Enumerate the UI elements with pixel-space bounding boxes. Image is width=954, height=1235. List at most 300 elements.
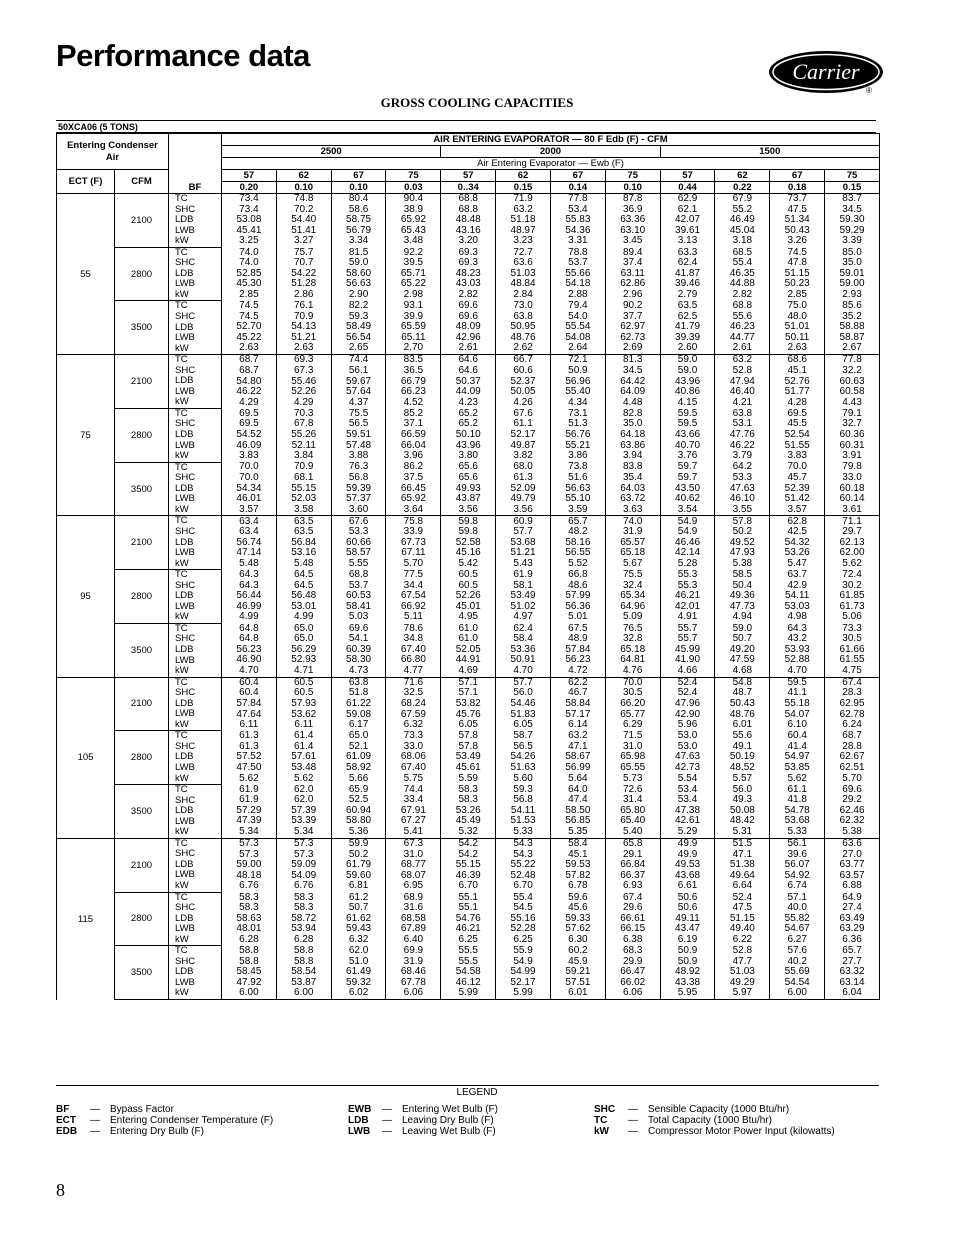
cell-value: 48.0 [787, 310, 807, 322]
cell-value: 70.9 [294, 310, 314, 322]
cell-value: 65.57 [620, 536, 646, 548]
cell-value: 57.84 [565, 643, 591, 655]
cell-value: 61.66 [839, 643, 865, 655]
cell-value: 54.92 [784, 869, 810, 881]
cell-value: 3.31 [568, 235, 588, 247]
cell-value: 65.0 [348, 730, 369, 742]
row-labels [169, 731, 222, 785]
data-cell [496, 838, 551, 892]
row-labels [169, 892, 222, 946]
row-label: SHC [175, 418, 196, 430]
cell-value: 47.96 [675, 697, 701, 709]
data-cell [660, 301, 715, 355]
legend-abbr: EDB [56, 1126, 78, 1137]
cell-value: 75.0 [787, 300, 807, 312]
cell-value: 60.39 [346, 643, 372, 655]
cell-value: 62.67 [839, 751, 865, 763]
cell-value: 65.22 [400, 278, 426, 290]
row-labels [169, 785, 222, 839]
cell-value: 64.8 [239, 622, 259, 634]
ect-value: 95 [57, 516, 115, 677]
cell-value: 53.0 [677, 730, 698, 742]
cell-value: 59.7 [677, 471, 698, 483]
cell-value: 5.01 [568, 611, 588, 623]
cell-value: 59.21 [565, 966, 591, 978]
data-cell [386, 838, 441, 892]
legend-item [594, 1126, 835, 1137]
cell-value: 27.0 [842, 848, 862, 860]
cell-value: 59.3 [348, 310, 369, 322]
cell-value: 50.9 [677, 945, 698, 957]
cell-value: 67.5 [568, 622, 588, 634]
cell-value: 64.3 [787, 622, 807, 634]
cell-value: 31.9 [403, 955, 424, 967]
row-label: TC [175, 945, 188, 957]
cell-value: 31.4 [622, 794, 643, 806]
cell-value: 44.91 [455, 654, 481, 666]
cell-value: 64.6 [458, 365, 478, 376]
row-label: SHC [175, 848, 196, 860]
cell-value: 60.36 [839, 429, 865, 441]
data-cell [496, 892, 551, 946]
cell-value: 65.7 [568, 515, 588, 527]
row-labels [169, 677, 222, 731]
cell-value: 63.32 [839, 966, 865, 978]
legend-text: Leaving Wet Bulb (F) [402, 1126, 496, 1137]
ewb-value-header: 57 [222, 170, 277, 182]
data-cell [660, 355, 715, 409]
cell-value: 45.04 [729, 224, 755, 236]
cell-value: 4.23 [458, 396, 478, 408]
cell-value: 61.4 [294, 740, 314, 752]
cell-value: 65.40 [620, 815, 646, 827]
row-label: LWB [175, 815, 195, 827]
cell-value: 4.43 [842, 396, 862, 408]
row-label: kW [175, 987, 189, 999]
table-row [57, 785, 880, 839]
cell-value: 5.57 [732, 772, 753, 784]
cell-value: 3.88 [348, 450, 369, 462]
cell-value: 58.3 [294, 891, 314, 903]
cell-value: 58.72 [291, 912, 317, 924]
cell-value: 68.8 [348, 569, 369, 581]
cell-value: 70.2 [294, 203, 314, 215]
data-cell [550, 462, 605, 516]
cell-value: 3.57 [239, 503, 259, 515]
data-cell [441, 570, 496, 624]
ewb-value-header: 57 [660, 170, 715, 182]
legend-dash: — [382, 1126, 392, 1137]
cell-value: 51.21 [510, 547, 536, 559]
row-label: LWB [175, 869, 195, 881]
cell-value: 6.28 [294, 933, 314, 945]
legend-column-3 [594, 1104, 835, 1137]
data-cell [276, 194, 331, 248]
cell-value: 78.8 [568, 246, 588, 258]
data-cell [715, 785, 770, 839]
cell-value: 62.5 [677, 310, 698, 322]
cell-value: 63.4 [239, 526, 259, 538]
cell-value: 65.9 [348, 783, 369, 795]
row-label: kW [175, 503, 189, 515]
cell-value: 56.0 [732, 783, 753, 795]
cell-value: 45.22 [236, 331, 262, 343]
data-cell [276, 838, 331, 892]
cell-value: 3.96 [403, 450, 424, 462]
cell-value: 68.8 [458, 203, 478, 215]
cell-value: 53.4 [677, 783, 698, 795]
entering-condenser-air-header: Entering Condenser Air [57, 134, 169, 170]
cell-value: 68.6 [787, 354, 807, 366]
cell-value: 3.94 [622, 450, 643, 462]
cell-value: 66.59 [400, 429, 426, 441]
cell-value: 73.1 [568, 407, 588, 419]
cell-value: 6.05 [458, 719, 478, 731]
cell-value: 70.0 [239, 471, 259, 483]
cell-value: 55.40 [565, 386, 591, 398]
cell-value: 3.18 [732, 235, 753, 247]
cell-value: 6.81 [348, 880, 369, 892]
cell-value: 57.7 [513, 526, 533, 538]
cell-value: 58.49 [346, 321, 372, 333]
row-label: LDB [175, 697, 194, 709]
cell-value: 63.77 [839, 859, 865, 871]
cell-value: 39.61 [675, 224, 701, 236]
cell-value: 5.34 [239, 826, 259, 838]
table-row [57, 247, 880, 301]
row-label: LWB [175, 654, 195, 666]
cell-value: 58.3 [239, 902, 259, 914]
cell-value: 45.9 [568, 955, 588, 967]
cell-value: 5.52 [568, 557, 588, 569]
cell-value: 54.46 [510, 697, 536, 709]
cell-value: 4.21 [732, 396, 753, 408]
cell-value: 65.71 [400, 267, 426, 279]
cell-value: 65.92 [400, 214, 426, 226]
row-label: LWB [175, 224, 195, 236]
data-cell [276, 408, 331, 462]
cell-value: 54.09 [291, 869, 317, 881]
data-cell [715, 731, 770, 785]
cell-value: 68.0 [513, 461, 533, 473]
cell-value: 2.65 [348, 342, 369, 354]
cell-value: 6.25 [458, 933, 478, 945]
ect-value: 75 [57, 355, 115, 516]
cell-value: 56.99 [565, 761, 591, 773]
data-cell [496, 462, 551, 516]
cell-value: 4.34 [568, 396, 588, 408]
cell-value: 3.23 [513, 235, 533, 247]
cell-value: 56.36 [565, 600, 591, 612]
page-number: 8 [56, 1180, 65, 1200]
ect-header: ECT (F) [57, 170, 115, 194]
row-label: SHC [175, 955, 196, 967]
cell-value: 34.8 [403, 633, 424, 645]
data-cell [276, 731, 331, 785]
data-cell [660, 462, 715, 516]
cell-value: 50.4 [732, 579, 753, 591]
legend-title: LEGEND [456, 1087, 498, 1098]
cell-value: 77.8 [568, 193, 588, 205]
cell-value: 47.1 [568, 740, 588, 752]
cell-value: 67.73 [400, 536, 426, 548]
cell-value: 74.5 [787, 246, 807, 258]
cell-value: 32.5 [403, 687, 424, 699]
cell-value: 51.77 [784, 386, 810, 398]
cell-value: 62.46 [839, 804, 865, 816]
cell-value: 65.80 [620, 804, 646, 816]
data-cell [550, 785, 605, 839]
cell-value: 52.5 [348, 794, 369, 806]
cell-value: 5.60 [513, 772, 533, 784]
cell-value: 3.34 [348, 235, 369, 247]
cell-value: 64.6 [458, 354, 478, 366]
cell-value: 58.7 [513, 730, 533, 742]
cell-value: 34.5 [842, 203, 862, 215]
cell-value: 6.36 [842, 933, 862, 945]
row-label: TC [175, 622, 188, 634]
cell-value: 45.99 [675, 643, 701, 655]
legend-item [348, 1126, 498, 1137]
cell-value: 61.9 [239, 783, 259, 795]
cell-value: 3.83 [239, 450, 259, 462]
row-labels [169, 838, 222, 892]
cell-value: 46.22 [729, 439, 755, 451]
cell-value: 29.1 [622, 848, 643, 860]
data-cell [386, 408, 441, 462]
legend-item [56, 1126, 273, 1137]
cell-value: 55.3 [677, 579, 698, 591]
cell-value: 4.66 [677, 664, 698, 676]
cell-value: 4.70 [239, 664, 259, 676]
data-cell [660, 892, 715, 946]
cell-value: 43.68 [675, 869, 701, 881]
ewb-value-header: 75 [825, 170, 880, 182]
cell-value: 53.0 [677, 740, 698, 752]
cell-value: 57.51 [565, 976, 591, 988]
row-label: LDB [175, 643, 194, 655]
cell-value: 45.41 [236, 224, 262, 236]
cell-value: 6.76 [239, 880, 259, 892]
data-cell [605, 247, 660, 301]
cell-value: 30.2 [842, 579, 862, 591]
row-label: kW [175, 396, 189, 408]
table-row [57, 946, 880, 1000]
cell-value: 62.00 [839, 547, 865, 559]
cfm-value: 2800 [115, 731, 169, 785]
cell-value: 35.0 [842, 257, 862, 269]
cell-value: 67.54 [400, 590, 426, 602]
cell-value: 55.18 [784, 697, 810, 709]
cfm-header: CFM [115, 170, 169, 194]
cell-value: 58.30 [346, 654, 372, 666]
cell-value: 6.61 [677, 880, 698, 892]
cell-value: 49.9 [677, 848, 698, 860]
data-cell [441, 355, 496, 409]
cell-value: 60.63 [839, 375, 865, 387]
data-cell [441, 301, 496, 355]
cell-value: 51.53 [510, 815, 536, 827]
cell-value: 47.7 [732, 955, 753, 967]
data-cell [331, 570, 386, 624]
cell-value: 42.9 [787, 579, 807, 591]
cell-value: 58.54 [291, 966, 317, 978]
cell-value: 3.80 [458, 450, 478, 462]
data-cell [496, 355, 551, 409]
cell-value: 54.5 [513, 902, 533, 914]
cell-value: 56.23 [236, 643, 262, 655]
cell-value: 33.9 [403, 526, 424, 538]
cell-value: 66.47 [620, 966, 646, 978]
cell-value: 59.60 [346, 869, 372, 881]
row-label: TC [175, 300, 188, 312]
cell-value: 6.10 [787, 719, 807, 731]
cell-value: 68.24 [400, 697, 426, 709]
cell-value: 85.6 [842, 300, 862, 312]
cell-value: 47.63 [675, 751, 701, 763]
cell-value: 53.1 [732, 418, 753, 430]
cell-value: 63.5 [677, 300, 698, 312]
cell-value: 6.64 [732, 880, 753, 892]
data-cell [441, 194, 496, 248]
cell-value: 63.11 [620, 267, 645, 279]
cell-value: 65.2 [458, 418, 478, 430]
cfm-value: 2800 [115, 247, 169, 301]
cell-value: 46.10 [729, 493, 755, 505]
cell-value: 35.4 [622, 471, 643, 483]
cell-value: 41.79 [675, 321, 701, 333]
row-label: SHC [175, 472, 196, 484]
data-cell [770, 516, 825, 570]
table-subtitle: GROSS COOLING CAPACITIES [380, 95, 574, 110]
cell-value: 61.1 [513, 418, 533, 430]
cell-value: 66.02 [620, 976, 646, 988]
row-label: TC [175, 246, 188, 258]
cell-value: 48.84 [510, 278, 536, 290]
cell-value: 90.4 [403, 193, 424, 205]
data-cell [825, 355, 880, 409]
cell-value: 43.03 [455, 278, 481, 290]
cell-value: 54.52 [236, 429, 262, 441]
cell-value: 51.03 [729, 966, 755, 978]
cell-value: 46.12 [455, 976, 481, 988]
cell-value: 46.46 [675, 536, 701, 548]
cell-value: 43.38 [675, 976, 701, 988]
cell-value: 50.37 [455, 375, 481, 387]
cell-value: 54.11 [510, 804, 536, 816]
cell-value: 42.90 [675, 708, 701, 720]
cell-value: 67.3 [294, 365, 314, 376]
cell-value: 65.0 [294, 622, 314, 634]
data-cell [660, 247, 715, 301]
cell-value: 61.9 [239, 794, 259, 806]
cell-value: 50.9 [677, 955, 698, 967]
cell-value: 58.92 [346, 761, 372, 773]
cell-value: 42.73 [675, 761, 701, 773]
data-cell [550, 570, 605, 624]
cell-value: 57.3 [239, 848, 259, 860]
cell-value: 5.97 [732, 987, 753, 999]
legend-abbr: LWB [348, 1126, 371, 1137]
cell-value: 51.5 [732, 838, 753, 850]
cell-value: 74.4 [403, 783, 424, 795]
cell-value: 64.09 [620, 386, 646, 398]
data-cell [770, 946, 825, 1000]
cell-value: 48.23 [455, 267, 481, 279]
cell-value: 47.93 [729, 547, 755, 559]
cell-value: 55.6 [732, 310, 753, 322]
cell-value: 64.96 [620, 600, 646, 612]
cell-value: 6.74 [787, 880, 807, 892]
cell-value: 5.62 [294, 772, 314, 784]
cell-value: 5.55 [348, 557, 369, 569]
cell-value: 83.8 [622, 461, 643, 473]
ewb-value-header: 62 [276, 170, 331, 182]
cell-value: 3.59 [568, 503, 588, 515]
cell-value: 4.70 [513, 664, 533, 676]
cell-value: 54.76 [455, 912, 481, 924]
data-cell [715, 946, 770, 1000]
cell-value: 48.52 [729, 761, 755, 773]
cell-value: 70.0 [239, 461, 259, 473]
cell-value: 63.86 [620, 439, 646, 451]
data-cell [825, 462, 880, 516]
data-cell [660, 408, 715, 462]
cell-value: 65.18 [620, 547, 646, 559]
row-label: TC [175, 891, 188, 903]
cell-value: 54.78 [784, 804, 810, 816]
data-cell [386, 892, 441, 946]
bf-value-header: 0.03 [386, 182, 441, 194]
cell-value: 55.15 [455, 859, 481, 871]
cfm-value: 3500 [115, 301, 169, 355]
row-label: TC [175, 569, 188, 581]
cell-value: 51.15 [729, 912, 755, 924]
cell-value: 63.6 [513, 257, 533, 269]
cell-value: 63.8 [348, 676, 369, 688]
cell-value: 65.11 [401, 331, 426, 343]
cell-value: 55.1 [458, 891, 478, 903]
cell-value: 56.54 [346, 331, 372, 343]
cell-value: 5.38 [732, 557, 753, 569]
cell-value: 61.22 [346, 697, 372, 709]
table-row [57, 838, 880, 892]
performance-table-body [57, 194, 880, 1000]
cell-value: 53.03 [784, 600, 810, 612]
data-cell [222, 408, 277, 462]
cell-value: 52.26 [291, 386, 317, 398]
data-cell [770, 623, 825, 677]
cell-value: 5.62 [239, 772, 259, 784]
cell-value: 58.16 [565, 536, 591, 548]
cell-value: 64.5 [294, 569, 314, 581]
data-cell [715, 355, 770, 409]
legend-dash: — [628, 1126, 638, 1137]
cell-value: 47.76 [729, 429, 755, 441]
cell-value: 53.68 [784, 815, 810, 827]
cell-value: 2.70 [403, 342, 424, 354]
cell-value: 66.92 [400, 600, 426, 612]
cell-value: 3.20 [458, 235, 478, 247]
cell-value: 44.09 [455, 386, 481, 398]
legend-text: Compressor Motor Power Input (kilowatts) [648, 1126, 835, 1137]
data-cell [825, 785, 880, 839]
cell-value: 61.2 [348, 891, 369, 903]
cell-value: 5.06 [842, 611, 862, 623]
cell-value: 51.3 [568, 418, 588, 430]
data-cell [770, 247, 825, 301]
cell-value: 5.62 [787, 772, 807, 784]
